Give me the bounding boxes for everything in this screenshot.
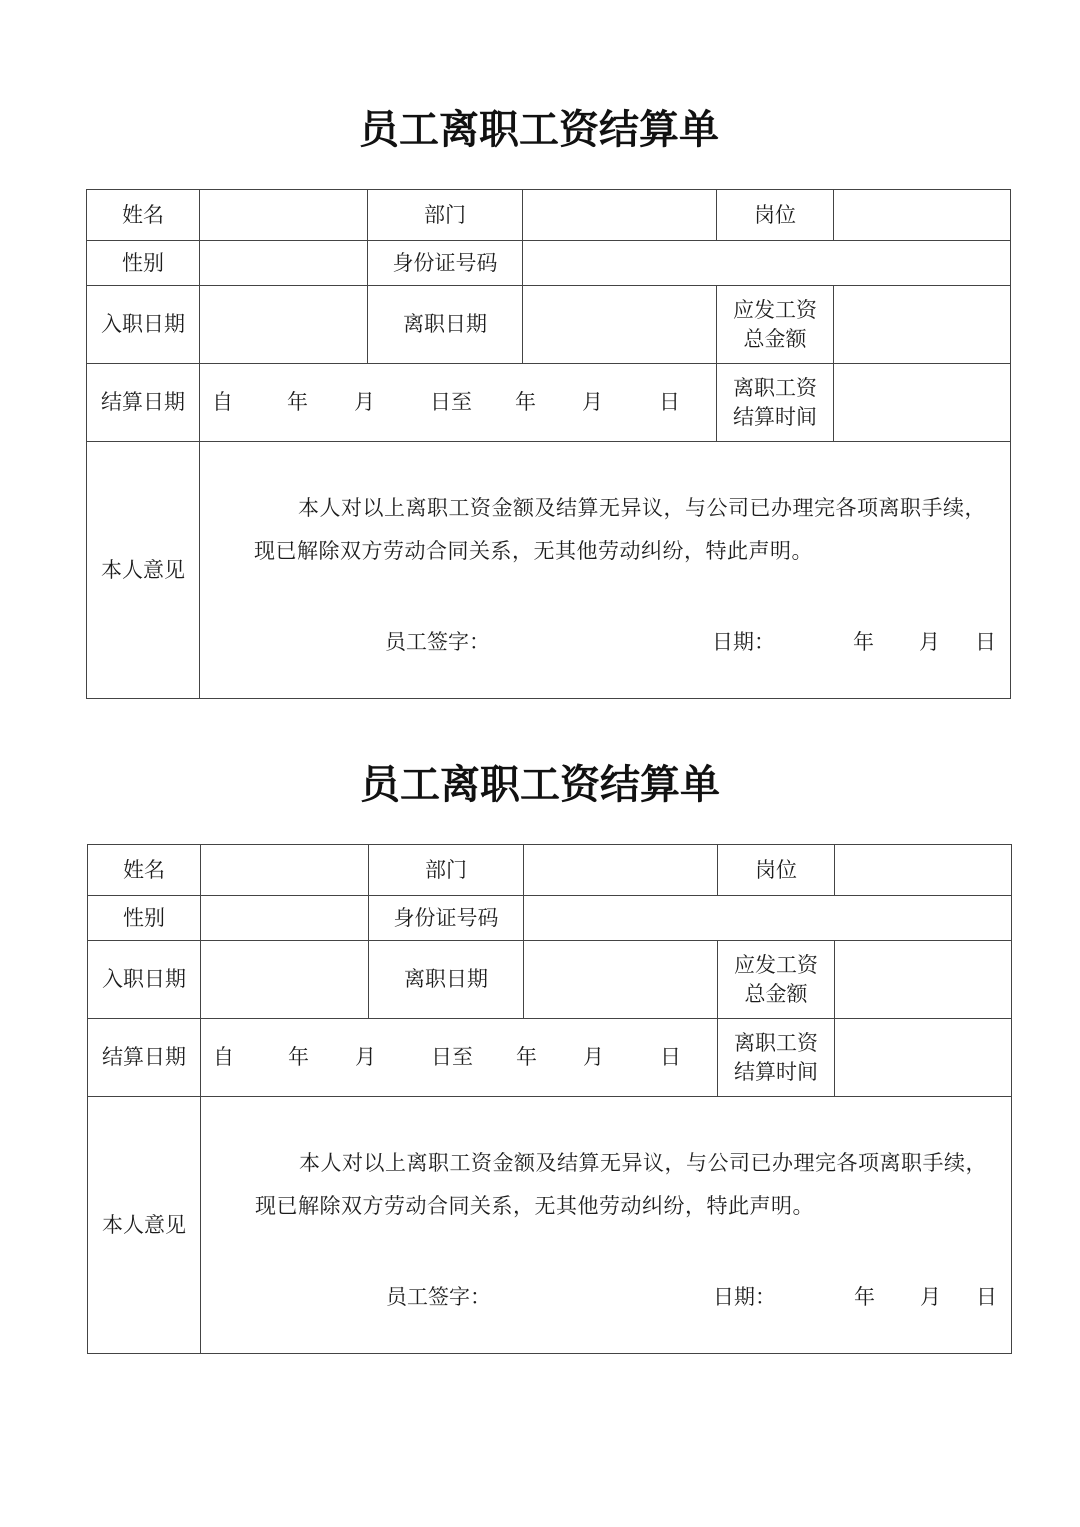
signature-day-unit: 日 (975, 630, 996, 654)
id-number-value-cell (523, 241, 1011, 286)
opinion-content (201, 1097, 1011, 1353)
name-label: 姓名 (87, 190, 200, 241)
name-value-cell (201, 845, 369, 896)
table-row (88, 1097, 1012, 1354)
signature-day-unit: 日 (976, 1285, 997, 1309)
settle-date-range-cell (200, 364, 717, 442)
settle-start-year-unit: 年 (287, 390, 308, 414)
hire-date-value-cell (201, 941, 369, 1019)
settlement-time-value-cell (835, 1019, 1012, 1097)
leave-date-value-cell (523, 286, 717, 364)
settle-date-range-cell (201, 1019, 718, 1097)
gender-value-cell (200, 241, 368, 286)
table-row (88, 896, 1012, 941)
department-label: 部门 (368, 190, 523, 241)
id-number-label: 身份证号码 (369, 896, 524, 941)
settle-start-day-to-unit: 日至 (431, 1045, 473, 1069)
position-label: 岗位 (718, 845, 835, 896)
settle-end-day-unit: 日 (659, 390, 680, 414)
gross-pay-total-label-line-1: 应发工资 (733, 297, 817, 322)
position-label: 岗位 (717, 190, 834, 241)
settlement-time-label (717, 364, 834, 442)
table-row (88, 1019, 1012, 1097)
settlement-time-label-line-1: 离职工资 (733, 375, 817, 400)
settle-from-word: 自 (212, 390, 233, 414)
opinion-label: 本人意见 (88, 1097, 201, 1354)
gross-pay-total-label (718, 941, 835, 1019)
settle-date-label: 结算日期 (88, 1019, 201, 1097)
position-value-cell (835, 845, 1012, 896)
table-row (87, 190, 1011, 241)
settlement-time-label (718, 1019, 835, 1097)
name-value-cell (200, 190, 368, 241)
hire-date-label: 入职日期 (87, 286, 200, 364)
gross-pay-total-label-line-2: 总金额 (743, 326, 807, 351)
settlement-form-2 (1, 655, 1080, 1355)
gross-pay-total-label-line-1: 应发工资 (734, 952, 818, 977)
gross-pay-total-value-cell (834, 286, 1011, 364)
settle-end-day-unit: 日 (660, 1045, 681, 1069)
position-value-cell (834, 190, 1011, 241)
settlement-table (87, 844, 1012, 1354)
settlement-time-label-line-1: 离职工资 (734, 1030, 818, 1055)
signature-month-unit: 月 (920, 1285, 941, 1309)
table-row (88, 941, 1012, 1019)
employee-signature-label: 员工签字： (386, 1285, 491, 1309)
signature-year-unit: 年 (853, 630, 874, 654)
settle-date-range (201, 1019, 717, 1096)
gender-value-cell (201, 896, 369, 941)
signature-month-unit: 月 (919, 630, 940, 654)
hire-date-label: 入职日期 (88, 941, 201, 1019)
settlement-time-label-line-2: 结算时间 (733, 404, 817, 429)
form-title: 员工离职工资结算单 (359, 106, 719, 153)
settle-date-range (200, 364, 716, 441)
gross-pay-total-label (717, 286, 834, 364)
department-label: 部门 (369, 845, 524, 896)
settlement-time-label-line-2: 结算时间 (734, 1059, 818, 1084)
gross-pay-total-label-line-2: 总金额 (744, 981, 808, 1006)
settle-end-month-unit: 月 (582, 390, 603, 414)
opinion-label: 本人意见 (87, 442, 200, 699)
leave-date-label: 离职日期 (368, 286, 523, 364)
opinion-cell (201, 1097, 1012, 1354)
table-row (87, 364, 1011, 442)
table-row (87, 241, 1011, 286)
leave-date-label: 离职日期 (369, 941, 524, 1019)
name-label: 姓名 (88, 845, 201, 896)
statement-line-2: 现已解除双方劳动合同关系，无其他劳动纠纷，特此声明。 (254, 539, 813, 563)
signature-date-label: 日期： (713, 1285, 776, 1309)
gender-label: 性别 (88, 896, 201, 941)
employee-signature-label: 员工签字： (385, 630, 490, 654)
settlement-form-1 (0, 0, 1080, 700)
statement-line-2: 现已解除双方劳动合同关系，无其他劳动纠纷，特此声明。 (255, 1194, 814, 1218)
settle-start-day-to-unit: 日至 (430, 390, 472, 414)
signature-date-label: 日期： (712, 630, 775, 654)
settle-date-label: 结算日期 (87, 364, 200, 442)
department-value-cell (523, 190, 717, 241)
settle-end-year-unit: 年 (516, 1045, 537, 1069)
settle-start-year-unit: 年 (288, 1045, 309, 1069)
settle-start-month-unit: 月 (355, 1045, 376, 1069)
settle-start-month-unit: 月 (354, 390, 375, 414)
statement-line-1: 本人对以上离职工资金额及结算无异议，与公司已办理完各项离职手续， (298, 496, 986, 520)
hire-date-value-cell (200, 286, 368, 364)
settle-end-month-unit: 月 (583, 1045, 604, 1069)
form-title: 员工离职工资结算单 (360, 761, 720, 808)
gender-label: 性别 (87, 241, 200, 286)
id-number-label: 身份证号码 (368, 241, 523, 286)
settle-from-word: 自 (213, 1045, 234, 1069)
table-row (87, 286, 1011, 364)
id-number-value-cell (524, 896, 1012, 941)
leave-date-value-cell (524, 941, 718, 1019)
settlement-table (86, 189, 1011, 699)
settle-end-year-unit: 年 (515, 390, 536, 414)
table-row (88, 845, 1012, 896)
settlement-table-body (88, 845, 1012, 1354)
gross-pay-total-value-cell (835, 941, 1012, 1019)
settlement-time-value-cell (834, 364, 1011, 442)
signature-year-unit: 年 (854, 1285, 875, 1309)
department-value-cell (524, 845, 718, 896)
settlement-table-body (87, 190, 1011, 699)
statement-line-1: 本人对以上离职工资金额及结算无异议，与公司已办理完各项离职手续， (299, 1151, 987, 1175)
